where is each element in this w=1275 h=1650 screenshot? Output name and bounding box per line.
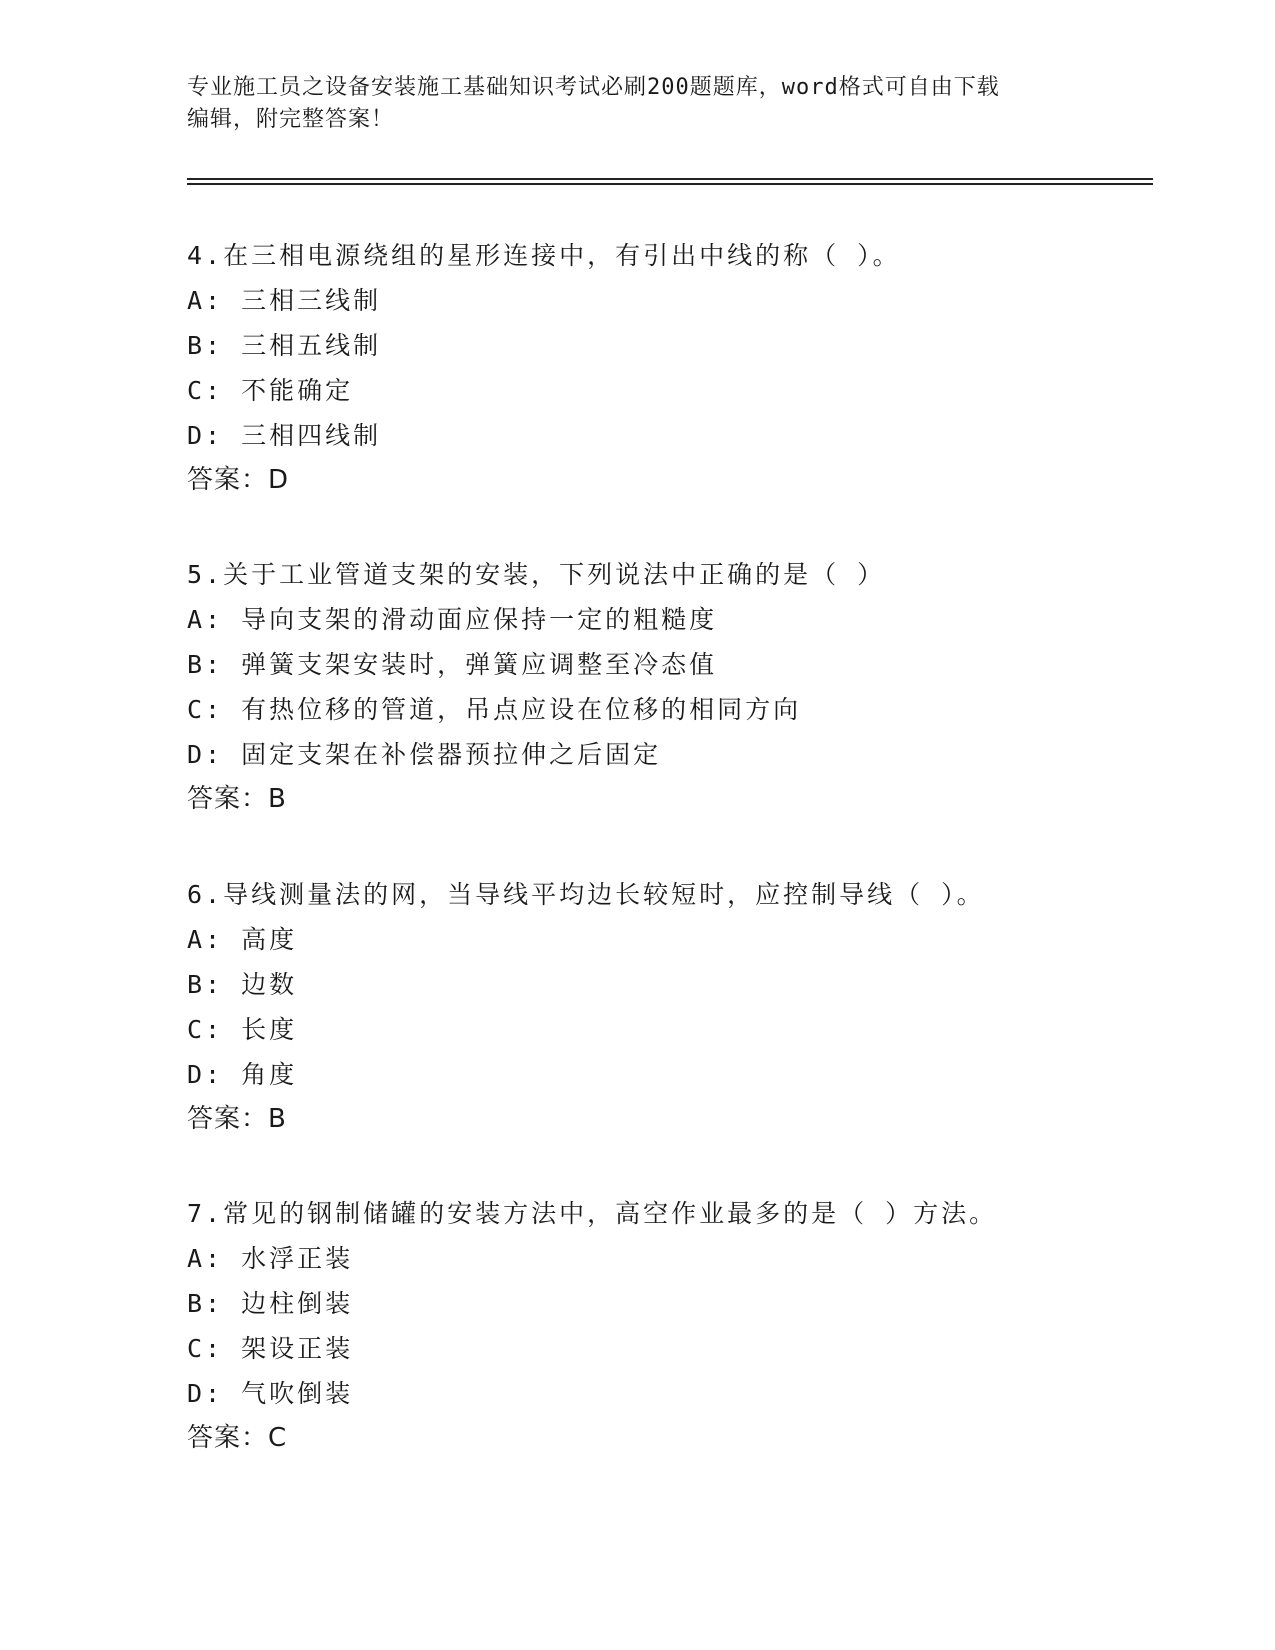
answer: 答案：C (187, 1423, 288, 1453)
question-7 (187, 1191, 1147, 1461)
question-text: 4.在三相电源绕组的星形连接中，有引出中线的称（ ）。 (187, 241, 901, 270)
option-b: B: 边数 (187, 970, 298, 999)
option-a: A: 高度 (187, 925, 298, 954)
option-b: B: 弹簧支架安装时，弹簧应调整至冷态值 (187, 650, 718, 679)
option-d: D: 气吹倒装 (187, 1379, 354, 1408)
option-c: C: 不能确定 (187, 376, 354, 405)
answer: 答案：B (187, 1104, 287, 1134)
header-divider-bottom (187, 183, 1153, 185)
option-a: A: 三相三线制 (187, 286, 382, 315)
header-title-line-2: 编辑，附完整答案！ (187, 107, 395, 132)
question-text: 7.常见的钢制储罐的安装方法中，高空作业最多的是（ ）方法。 (187, 1199, 998, 1228)
question-5 (187, 552, 1147, 822)
option-b: B: 边柱倒装 (187, 1289, 354, 1318)
document-header (187, 72, 1067, 136)
option-a: A: 水浮正装 (187, 1244, 354, 1273)
option-d: D: 三相四线制 (187, 421, 382, 450)
header-title-line-1: 专业施工员之设备安装施工基础知识考试必刷200题题库，word格式可自由下载 (187, 75, 1000, 100)
answer: 答案：B (187, 784, 287, 814)
option-c: C: 有热位移的管道，吊点应设在位移的相同方向 (187, 695, 802, 724)
question-text: 5.关于工业管道支架的安装，下列说法中正确的是（ ） (187, 560, 886, 589)
question-text: 6.导线测量法的网，当导线平均边长较短时，应控制导线（ ）。 (187, 880, 985, 909)
option-c: C: 长度 (187, 1015, 298, 1044)
option-b: B: 三相五线制 (187, 331, 382, 360)
option-c: C: 架设正装 (187, 1334, 354, 1363)
question-6 (187, 872, 1147, 1142)
header-divider-top (187, 178, 1153, 180)
question-4 (187, 233, 1147, 503)
option-d: D: 角度 (187, 1060, 298, 1089)
option-d: D: 固定支架在补偿器预拉伸之后固定 (187, 740, 662, 769)
answer: 答案：D (187, 465, 290, 495)
option-a: A: 导向支架的滑动面应保持一定的粗糙度 (187, 605, 718, 634)
